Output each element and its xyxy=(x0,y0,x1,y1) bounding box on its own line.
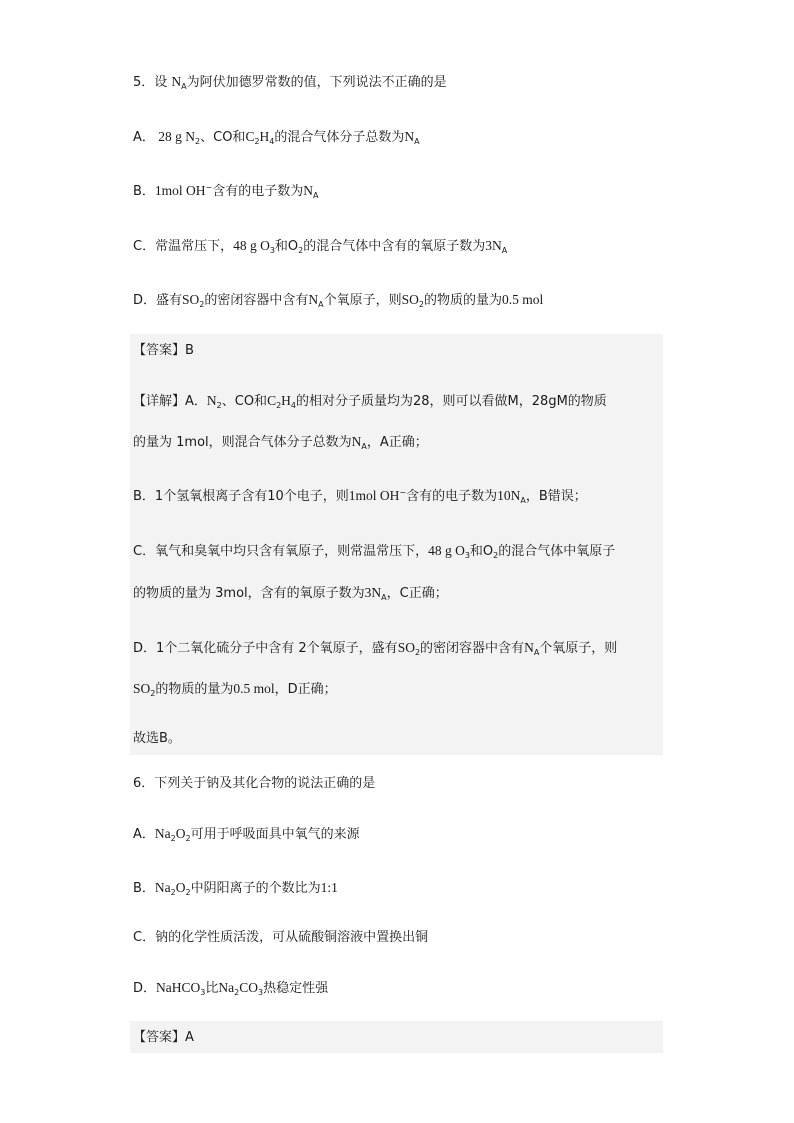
detail-line-3: B．1个氢氧根离子含有10个电子，则1mol OH−含有的电子数为$10N_A$，B错误； xyxy=(133,488,587,505)
answer-q6: 【答案】A xyxy=(133,1030,194,1045)
q5-stem: 5．设 $N_A$为阿伏加德罗常数的值，下列说法不正确的是 xyxy=(133,74,447,91)
detail-line-5: 的物质的量为 3mol，含有的氧原子数为$3N_A$，C正确； xyxy=(133,585,448,602)
answer-block-q6 xyxy=(130,1021,663,1053)
q6-option-b: B．$Na_2O_2$中阴阳离子的个数比为1:1 xyxy=(133,880,338,897)
q5-option-d: D．盛有$SO_2$的密闭容器中含有$N_A$个氧原子，则$SO_2$的物质的量为0.5 mol xyxy=(133,292,544,309)
detail-line-8: 故选B。 xyxy=(133,731,181,746)
q5-option-a: A． 28 g $N_2$、CO和$C_2H_4$的混合气体分子总数为$N_A$ xyxy=(133,129,420,146)
q5-option-b: B．1mol OH−含有的电子数为$N_A$ xyxy=(133,183,319,200)
detail-line-4: C．氧气和臭氧中均只含有氧原子，则常温常压下，48 g $O_3$和$O_2$的混合气体中氧原子 xyxy=(133,543,616,560)
answer-q5: 【答案】B xyxy=(133,343,194,358)
detail-line-7: $SO_2$的物质的量为0.5 mol，D正确； xyxy=(133,681,337,698)
detail-line-2: 的量为 1mol，则混合气体分子总数为$N_A$，A正确； xyxy=(133,434,428,451)
q6-option-a: A．$Na_2O_2$可用于呼吸面具中氧气的来源 xyxy=(133,826,360,843)
q5-option-c: C．常温常压下，48 g $O_3$和$O_2$的混合气体中含有的氧原子数为$3N_A$ xyxy=(133,238,508,255)
q6-option-d: D．NaHCO$_3$比$Na_2CO_3$热稳定性强 xyxy=(133,980,329,997)
detail-line-6: D．1个二氧化硫分子中含有 2个氧原子，盛有$SO_2$的密闭容器中含有$N_A$个氧原子，则 xyxy=(133,640,618,657)
detail-line-1: 【详解】A．$N_2$、CO和$C_2H_4$的相对分子质量均为28，则可以看做M，28gM的物质 xyxy=(133,393,607,410)
q6-stem: 6．下列关于钠及其化合物的说法正确的是 xyxy=(133,776,376,791)
q6-option-c: C．钠的化学性质活泼，可从硫酸铜溶液中置换出铜 xyxy=(133,930,429,945)
